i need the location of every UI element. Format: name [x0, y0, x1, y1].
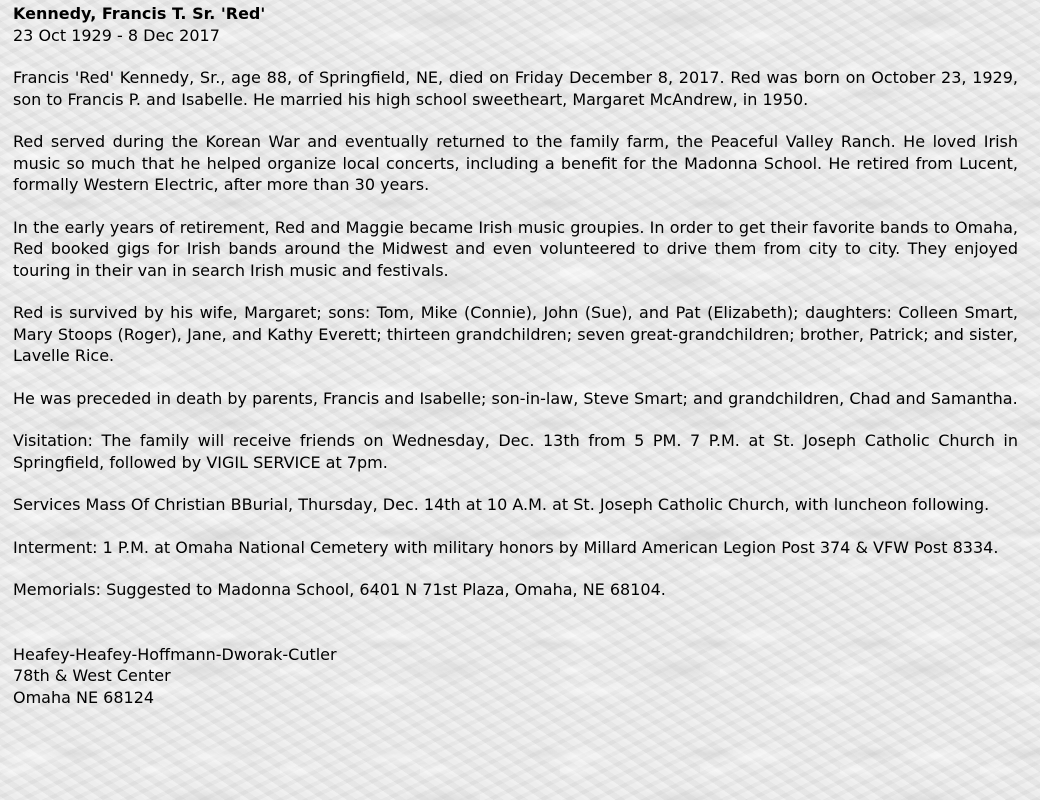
paragraph-preceded: He was preceded in death by parents, Francis and Isabelle; son-in-law, Steve Smart; and grandchildren, Chad and Samantha. — [13, 388, 1018, 408]
obituary-name: Kennedy, Francis T. Sr. 'Red' — [13, 4, 266, 23]
life-dates: 23 Oct 1929 - 8 Dec 2017 — [13, 25, 220, 45]
funeral-home-block — [13, 644, 1018, 709]
paragraph-survivors: Red is survived by his wife, Margaret; sons: Tom, Mike (Connie), John (Sue), and Pat (Elizabeth); daughters: Colleen Smart, Mary Stoops (Roger), Jane, and Kathy Everett; thirteen grandchildren; seven great-grandchildren; brother, Patrick; and sister, Lavelle Rice. — [13, 303, 1018, 365]
paragraph-visitation: Visitation: The family will receive friends on Wednesday, Dec. 13th from 5 PM. 7 P.M. at St. Joseph Catholic Church in Springfield, followed by VIGIL SERVICE at 7pm. — [13, 431, 1018, 472]
paragraph-services: Services Mass Of Christian BBurial, Thursday, Dec. 14th at 10 A.M. at St. Joseph Catholic Church, with luncheon following. — [13, 495, 990, 514]
paragraph-interment: Interment: 1 P.M. at Omaha National Cemetery with military honors by Millard American Legion Post 374 & VFW Post 8334. — [13, 537, 999, 557]
paragraph-memorials: Memorials: Suggested to Madonna School, 6401 N 71st Plaza, Omaha, NE 68104. — [13, 580, 666, 599]
funeral-home-street: 78th & West Center — [13, 666, 171, 685]
obituary-page — [13, 0, 1018, 708]
paragraph-retirement: In the early years of retirement, Red and Maggie became Irish music groupies. In order to get their favorite bands to Omaha, Red booked gigs for Irish bands around the Midwest and even volunteered to drive them from city to city. They enjoyed touring in their van in search Irish music and festivals. — [13, 217, 1018, 280]
funeral-home-name: Heafey-Heafey-Hoffmann-Dworak-Cutler — [13, 644, 337, 664]
funeral-home-city: Omaha NE 68124 — [13, 687, 155, 707]
paragraph-biography: Francis 'Red' Kennedy, Sr., age 88, of Springfield, NE, died on Friday December 8, 2017. Red was born on October 23, 1929, son to Francis P. and Isabelle. He married his high school sweetheart, Margaret McAndrew, in 1950. — [13, 68, 1018, 109]
paragraph-service-career: Red served during the Korean War and eventually returned to the family farm, the Peaceful Valley Ranch. He loved Irish music so much that he helped organize local concerts, including a benefit for the Madonna School. He retired from Lucent, formally Western Electric, after more than 30 years. — [13, 132, 1018, 194]
